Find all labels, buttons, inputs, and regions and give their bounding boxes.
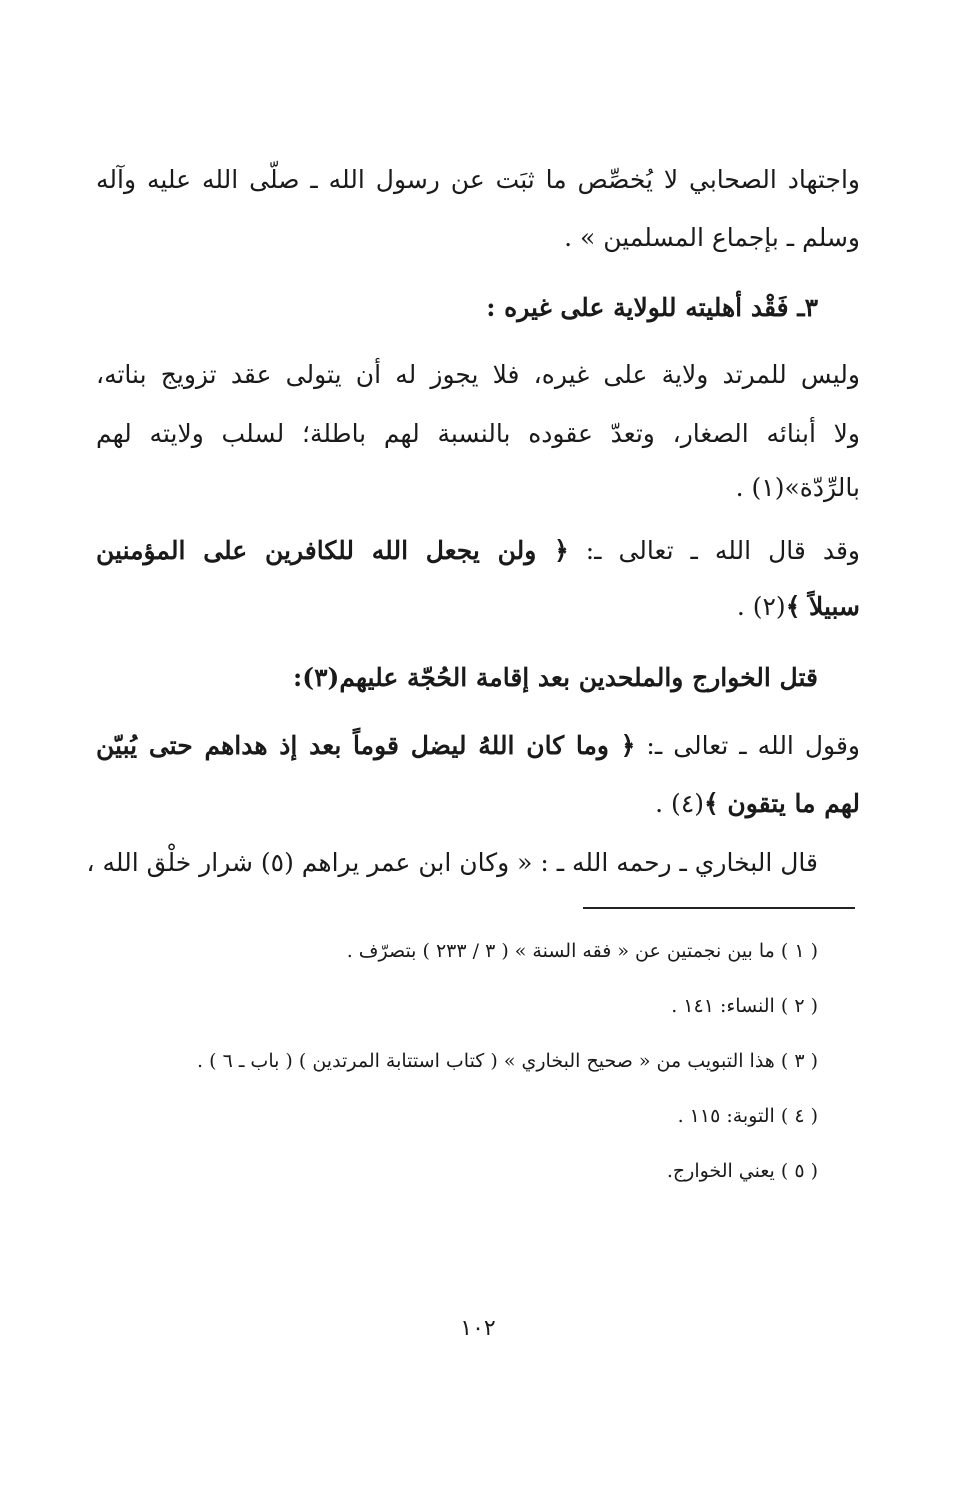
verse-text: ﴿ ولن يجعل الله للكافرين على المؤمنين: [96, 536, 569, 565]
body-line-1: واجتهاد الصحابي لا يُخصِّص ما ثبَت عن رسول الله ـ صلّى الله عليه وآله: [96, 165, 860, 194]
body-line-4: ولا أبنائه الصغار، وتعدّ عقوده بالنسبة لهم باطلة؛ لسلب ولايته لهم: [96, 419, 860, 448]
footnote-2: ( ٢ ) النساء: ١٤١ .: [671, 995, 818, 1017]
verse-intro: وقد قال الله ـ تعالى ـ:: [568, 536, 860, 565]
verse-intro: وقول الله ـ تعالى ـ:: [635, 731, 860, 760]
footnote-1: ( ١ ) ما بين نجمتين عن « فقه السنة » ( ٣ / ٢٣٣ ) بتصرّف .: [346, 940, 818, 962]
body-line-2: وسلم ـ بإجماع المسلمين » .: [564, 223, 860, 252]
footnote-marker: (٤) .: [655, 789, 705, 818]
verse-text: سبيلاً ﴾: [785, 592, 860, 621]
quran-verse-line-4: [655, 786, 860, 822]
footnote-5: ( ٥ ) يعني الخوارج.: [666, 1160, 818, 1182]
body-line-5: بالرِّدّة»(١) .: [735, 473, 860, 502]
verse-text: لهم ما يتقون ﴾: [704, 789, 860, 818]
quran-verse-line-3: [96, 728, 860, 764]
body-line-10: قال البخاري ـ رحمه الله ـ : « وكان ابن عمر يراهم (٥) شرار خلْق الله ،: [86, 848, 818, 877]
quran-verse-line-1: [96, 533, 860, 569]
page-number: ١٠٢: [460, 1316, 496, 1341]
footnote-separator: [583, 907, 855, 909]
section-heading-2: قتل الخوارج والملحدين بعد إقامة الحُجّة عليهم(٣):: [293, 663, 818, 692]
verse-text: ﴿ وما كان اللهُ ليضل قوماً بعد إذ هداهم حتى يُبيّن: [96, 731, 636, 760]
body-line-3: وليس للمرتد ولاية على غيره، فلا يجوز له أن يتولى عقد تزويج بناته،: [96, 360, 860, 389]
footnote-4: ( ٤ ) التوبة: ١١٥ .: [677, 1105, 818, 1127]
section-heading-1: ٣ـ فَقْد أهليته للولاية على غيره :: [486, 293, 818, 322]
footnote-3: ( ٣ ) هذا التبويب من « صحيح البخاري » ( كتاب استتابة المرتدين ) ( باب ـ ٦ ) .: [197, 1050, 818, 1072]
footnote-marker: (٢) .: [736, 592, 786, 621]
quran-verse-line-2: [737, 589, 860, 625]
